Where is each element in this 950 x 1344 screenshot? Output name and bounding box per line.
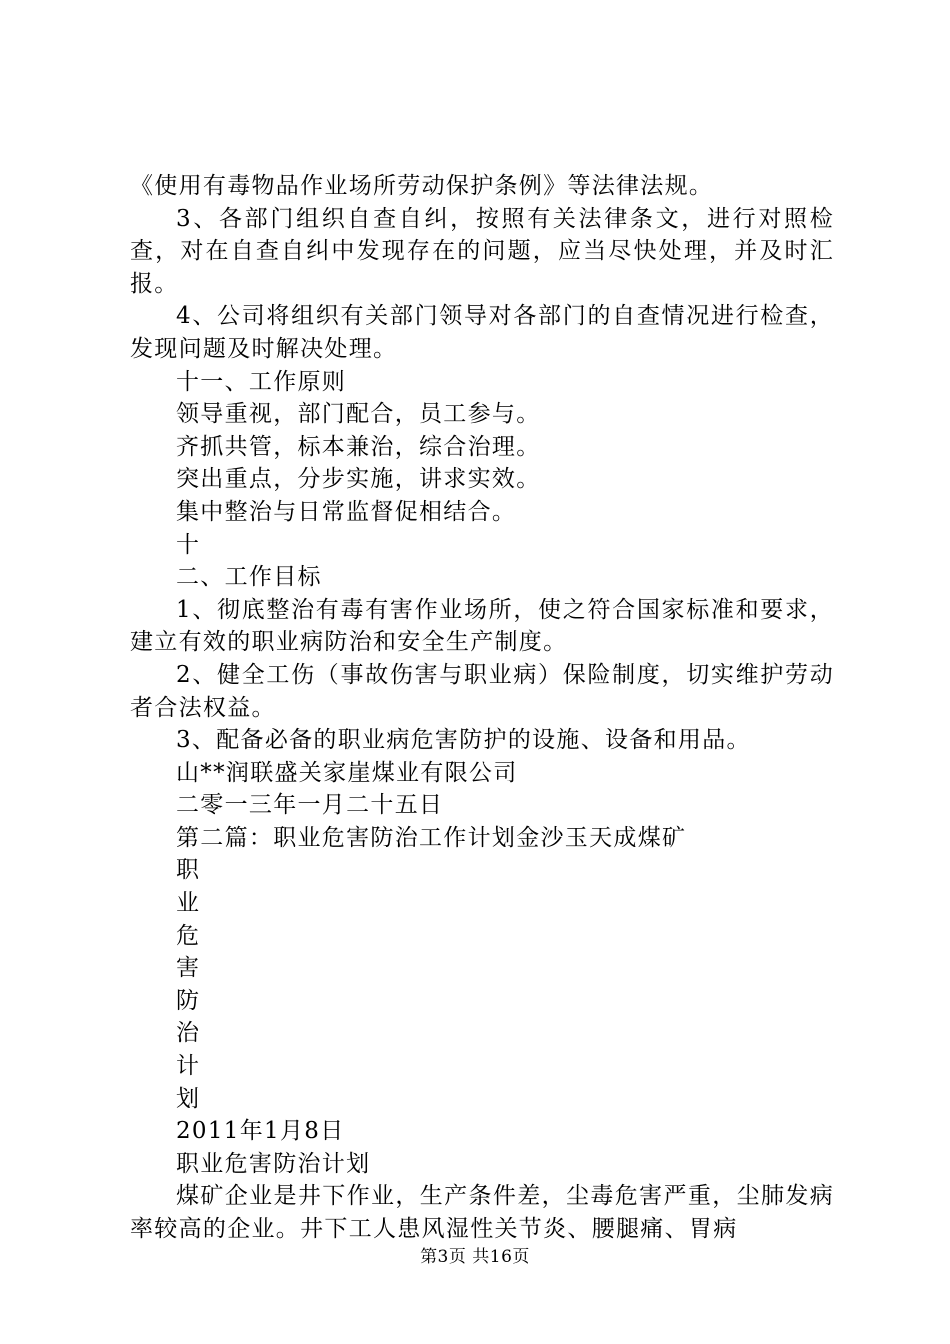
section-heading: 十一、工作原则 (176, 368, 347, 395)
paragraph: 3、配备必备的职业病危害防护的设施、设备和用品。 (176, 727, 751, 754)
section-heading: 二、工作目标 (176, 564, 322, 591)
document-date: 二零一三年一月二十五日 (176, 792, 444, 819)
paragraph: 1、彻底整治有毒有害作业场所，使之符合国家标准和要求，建立有效的职业病防治和安全生产制度。 (130, 596, 834, 656)
plan-title: 职业危害防治计划 (176, 1150, 371, 1177)
paragraph: 突出重点，分步实施，讲求实效。 (176, 466, 541, 493)
paragraph: 煤矿企业是井下作业，生产条件差，尘毒危害严重，尘肺发病率较高的企业。井下工人患风湿性关节炎、腰腿痛、胃病 (130, 1183, 834, 1242)
vertical-title-char: 防 (176, 987, 201, 1014)
page-footer: 第3页 共16页 (420, 1247, 530, 1267)
vertical-title-char: 危 (176, 922, 201, 949)
vertical-title-char: 划 (176, 1085, 201, 1112)
paragraph: 2、健全工伤（事故伤害与职业病）保险制度，切实维护劳动者合法权益。 (130, 661, 834, 721)
chapter-title: 第二篇：职业危害防治工作计划金沙玉天成煤矿 (176, 824, 687, 851)
vertical-title-char: 害 (176, 955, 201, 982)
document-body (130, 170, 834, 1246)
company-name: 山**润联盛关家崖煤业有限公司 (176, 759, 518, 786)
paragraph: 齐抓共管，标本兼治，综合治理。 (176, 433, 541, 460)
paragraph: 3、各部门组织自查自纠，按照有关法律条文，进行对照检查，对在自查自纠中发现存在的问题，应当尽快处理，并及时汇报。 (130, 205, 834, 297)
paragraph: 集中整治与日常监督促相结合。 (176, 498, 517, 525)
paragraph: 4、公司将组织有关部门领导对各部门的自查情况进行检查，发现问题及时解决处理。 (130, 303, 834, 362)
vertical-title-char: 职 (176, 857, 201, 884)
vertical-title-char: 计 (176, 1053, 201, 1080)
plan-date: 2011年1月8日 (176, 1118, 345, 1145)
paragraph: 领导重视，部门配合，员工参与。 (176, 401, 541, 428)
paragraph: 十 (176, 531, 201, 558)
paragraph: 《使用有毒物品作业场所劳动保护条例》等法律法规。 (130, 173, 714, 199)
vertical-title-char: 治 (176, 1020, 201, 1047)
vertical-title-char: 业 (176, 890, 201, 917)
